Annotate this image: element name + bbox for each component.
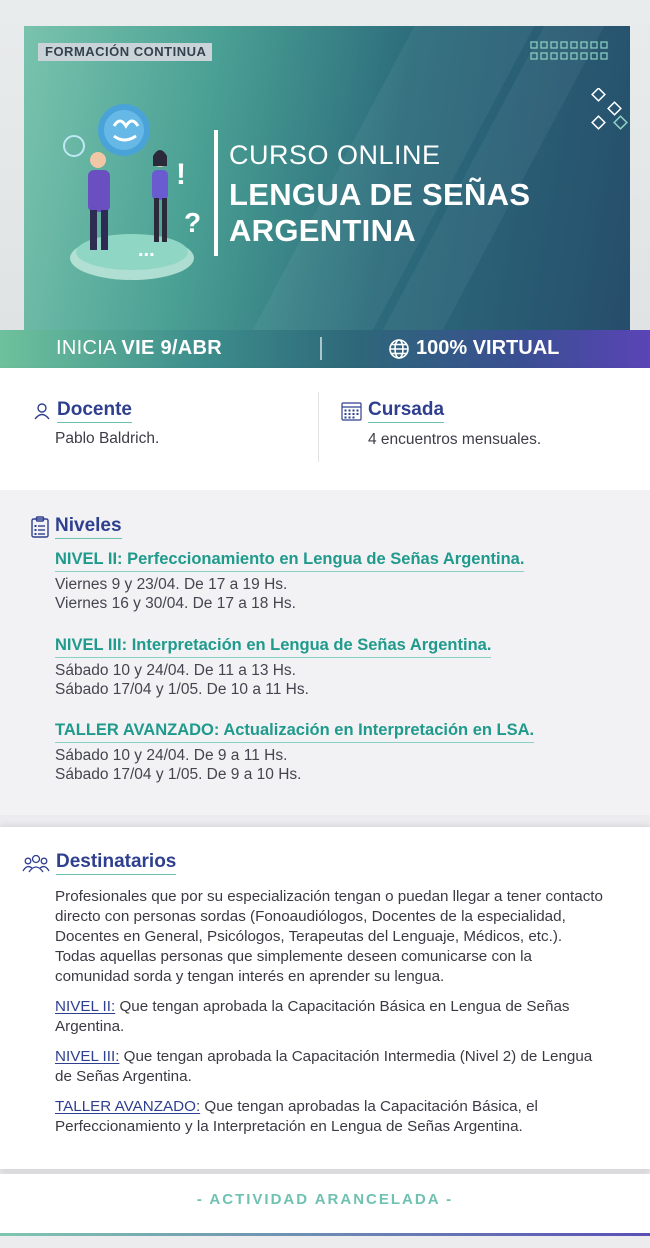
person-outline-icon — [33, 402, 51, 420]
title-accent-bar — [214, 130, 218, 256]
diamond-decoration — [590, 88, 630, 134]
level-schedule-line: Sábado 17/04 y 1/05. De 9 a 10 Hs. — [55, 766, 302, 783]
info-strip — [0, 330, 650, 368]
audience-title: Destinatarios — [56, 851, 176, 875]
paid-activity-label: - ACTIVIDAD ARANCELADA - — [196, 1191, 454, 1208]
level-schedule-line: Sábado 10 y 24/04. De 11 a 13 Hs. — [55, 662, 296, 679]
sign-language-illustration — [54, 86, 224, 316]
requirement-item — [55, 1097, 605, 1137]
calendar-grid-icon — [341, 401, 362, 421]
footer-panel — [0, 1174, 650, 1233]
globe-icon — [388, 338, 410, 360]
level-schedule-line: Sábado 10 y 24/04. De 9 a 11 Hs. — [55, 747, 288, 764]
requirement-item — [55, 997, 605, 1037]
teacher-schedule-panel — [0, 368, 650, 490]
teacher-header — [33, 399, 132, 423]
modality-label: 100% VIRTUAL — [416, 337, 560, 359]
level-name: TALLER AVANZADO: Actualización en Interpretación en LSA. — [55, 720, 534, 743]
levels-header — [31, 515, 122, 539]
requirement-text: Que tengan aprobadas la Capacitación Básica, el Perfeccionamiento y la Interpretación en Lengua de Señas Argentina. — [55, 1098, 538, 1135]
strip-divider — [320, 337, 322, 360]
levels-panel — [0, 490, 650, 815]
schedule-title: Cursada — [368, 399, 444, 423]
svg-text:!: ! — [176, 158, 186, 191]
start-date — [56, 337, 222, 360]
schedule-header — [341, 399, 444, 423]
start-prefix: INICIA — [56, 337, 116, 359]
audience-header — [22, 851, 176, 875]
level-schedule-line: Sábado 17/04 y 1/05. De 10 a 11 Hs. — [55, 681, 309, 698]
requirement-label: TALLER AVANZADO: — [55, 1098, 201, 1115]
teacher-name: Pablo Baldrich. — [55, 430, 160, 447]
hero-card — [24, 26, 630, 330]
clipboard-list-icon — [31, 516, 49, 538]
start-sep: / — [171, 337, 178, 359]
group-people-icon — [22, 853, 50, 873]
requirement-label: NIVEL II: — [55, 998, 116, 1015]
levels-title: Niveles — [55, 515, 122, 539]
course-title-line1: LENGUA DE SEÑAS — [229, 177, 531, 212]
requirement-text: Que tengan aprobada la Capacitación Intermedia (Nivel 2) de Lengua de Señas Argentina. — [55, 1048, 593, 1085]
requirement-text: Que tengan aprobada la Capacitación Básica en Lengua de Señas Argentina. — [55, 998, 570, 1035]
teacher-title: Docente — [57, 399, 132, 423]
audience-panel — [0, 827, 650, 1169]
requirement-label: NIVEL III: — [55, 1048, 120, 1065]
start-day: VIE 9 — [121, 337, 172, 359]
level-name: NIVEL III: Interpretación en Lengua de Señas Argentina. — [55, 635, 491, 658]
requirement-item — [55, 1047, 605, 1087]
svg-text:?: ? — [184, 207, 202, 238]
course-title-line2: ARGENTINA — [229, 213, 416, 248]
modality — [388, 337, 559, 360]
hero-banner — [0, 0, 650, 330]
dot-grid-decoration — [530, 40, 610, 64]
schedule-text: 4 encuentros mensuales. — [368, 431, 542, 448]
audience-description: Profesionales que por su especialización tengan o puedan llegar a tener contacto directo con personas sordas (Fonoaudiólogos, Docentes de la especialidad, Docentes en General, Psicólogos, Terapeutas del Lenguaje, Médicos, etc.). Todas aquellas personas que simplemente deseen comunicarse con la comunidad sorda y tengan interés en aprender su lengua. — [55, 888, 603, 985]
level-schedule-line: Viernes 16 y 30/04. De 17 a 18 Hs. — [55, 595, 296, 612]
level-name: NIVEL II: Perfeccionamiento en Lengua de Señas Argentina. — [55, 549, 524, 572]
level-schedule-line: Viernes 9 y 23/04. De 17 a 19 Hs. — [55, 576, 288, 593]
course-type: CURSO ONLINE — [229, 140, 441, 170]
bottom-accent-line — [0, 1233, 650, 1236]
column-divider — [318, 392, 319, 462]
svg-text:...: ... — [138, 239, 155, 261]
program-badge: FORMACIÓN CONTINUA — [38, 43, 212, 61]
start-month: ABR — [177, 337, 222, 359]
